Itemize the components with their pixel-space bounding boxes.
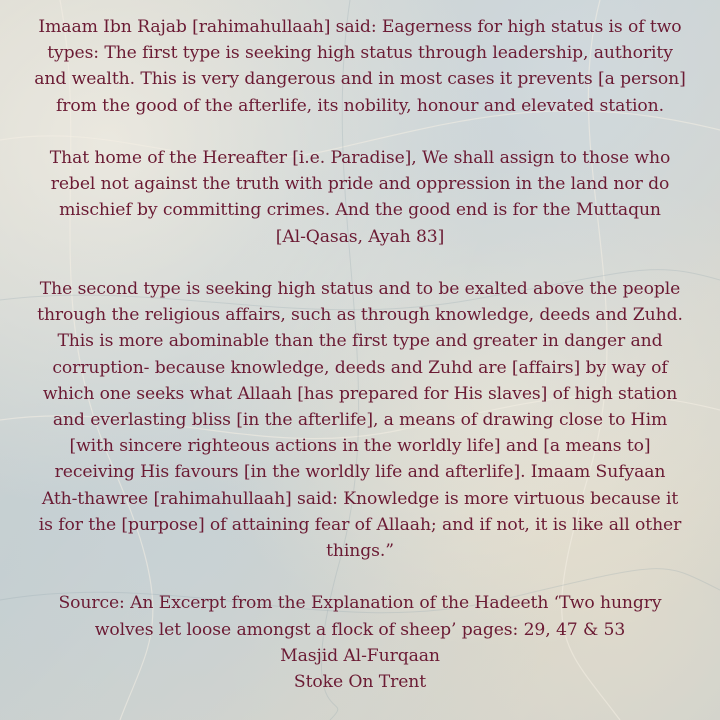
text-line: This is more abominable than the first type and greater in danger and xyxy=(57,331,663,352)
paragraph-first-type xyxy=(18,14,702,119)
verse-reference: [Al-Qasas, Ayah 83] xyxy=(275,226,445,247)
text-line: types: The first type is seeking high status through leadership, authority xyxy=(47,43,673,64)
text-line: which one seeks what Allaah [has prepared for His slaves] of high station xyxy=(42,383,678,404)
text-line: [with sincere righteous actions in the worldly life] and [a means to] xyxy=(69,436,651,457)
text-line: through the religious affairs, such as through knowledge, deeds and Zuhd. xyxy=(37,305,683,326)
source-masjid: Masjid Al-Furqaan xyxy=(280,645,440,666)
text-line: corruption- because knowledge, deeds and Zuhd are [affairs] by way of xyxy=(52,357,668,378)
paragraph-spacer xyxy=(18,250,702,276)
text-line: is for the [purpose] of attaining fear of Allaah; and if not, it is like all other xyxy=(38,514,682,535)
quote-text-block xyxy=(18,14,702,695)
text-line: from the good of the afterlife, its nobility, honour and elevated station. xyxy=(55,95,665,116)
paragraph-spacer xyxy=(18,564,702,590)
paragraph-spacer xyxy=(18,119,702,145)
text-line: The second type is seeking high status and to be exalted above the people xyxy=(39,279,681,299)
text-line: mischief by committing crimes. And the good end is for the Muttaqun xyxy=(59,200,661,221)
text-line: rebel not against the truth with pride and oppression in the land nor do xyxy=(50,174,670,195)
text-line: Ath-thawree [rahimahullaah] said: Knowledge is more virtuous because it xyxy=(41,488,679,509)
text-line: and everlasting bliss [in the afterlife], a means of drawing close to Him xyxy=(52,410,668,431)
text-line: things.” xyxy=(326,541,394,562)
source-location: Stoke On Trent xyxy=(293,672,427,693)
source-citation xyxy=(18,590,702,695)
source-line: wolves let loose amongst a flock of sheep’ pages: 29, 47 & 53 xyxy=(94,619,626,640)
text-line: Imaam Ibn Rajab [rahimahullaah] said: Eagerness for high status is of two xyxy=(38,17,682,37)
text-line: That home of the Hereafter [i.e. Paradise], We shall assign to those who xyxy=(49,148,671,168)
paragraph-second-type xyxy=(18,276,702,564)
text-line: and wealth. This is very dangerous and in most cases it prevents [a person] xyxy=(34,69,686,90)
paragraph-quran-verse xyxy=(18,145,702,250)
text-line: receiving His favours [in the worldly life and afterlife]. Imaam Sufyaan xyxy=(54,462,666,483)
source-line: Source: An Excerpt from the Explanation of the Hadeeth ‘Two hungry xyxy=(58,593,662,614)
